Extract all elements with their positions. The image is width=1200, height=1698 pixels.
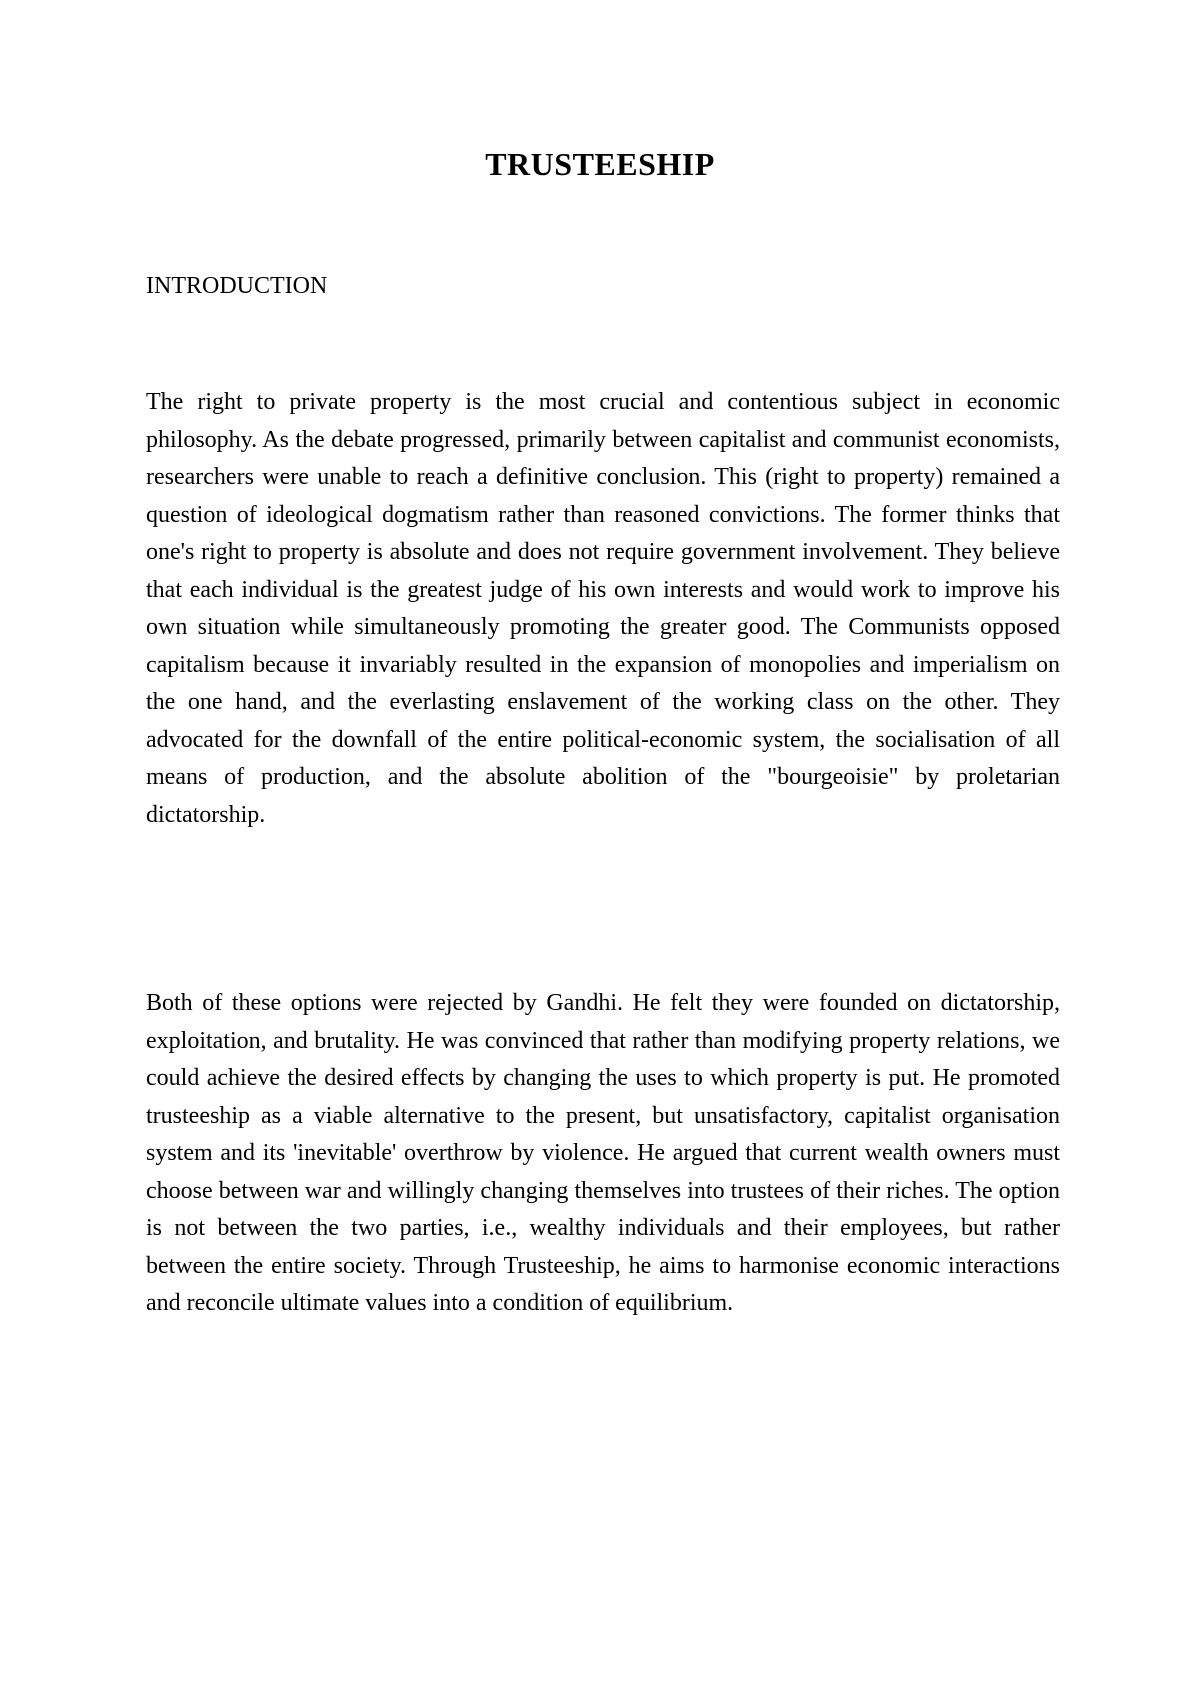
body-paragraph-1: The right to private property is the most crucial and contentious subject in economic philosophy. As the debate progressed, primarily between capitalist and communist economists, researchers were unable to reach a definitive conclusion. This (right to property) remained a question of ideological dogmatism rather than reasoned convictions. The former thinks that one's right to property is absolute and does not require government involvement. They believe that each individual is the greatest judge of his own interests and would work to improve his own situation while simultaneously promoting the greater good. The Communists opposed capitalism because it invariably resulted in the expansion of monopolies and imperialism on the one hand, and the everlasting enslavement of the working class on the other. They advocated for the downfall of the entire political-economic system, the socialisation of all means of production, and the absolute abolition of the "bourgeoisie" by proletarian dictatorship.	[146, 389, 1060, 828]
section-heading-introduction: INTRODUCTION	[146, 273, 328, 299]
page-title: TRUSTEESHIP	[485, 146, 715, 182]
body-paragraph-2: Both of these options were rejected by Gandhi. He felt they were founded on dictatorship, exploitation, and brutality. He was convinced that rather than modifying property relations, we could achieve the desired effects by changing the uses to which property is put. He promoted trusteeship as a viable alternative to the present, but unsatisfactory, capitalist organisation system and its 'inevitable' overthrow by violence. He argued that current wealth owners must choose between war and willingly changing themselves into trustees of their riches. The option is not between the two parties, i.e., wealthy individuals and their employees, but rather between the entire society. Through Trusteeship, he aims to harmonise economic interactions and reconcile ultimate values into a condition of equilibrium.	[146, 990, 1060, 1316]
